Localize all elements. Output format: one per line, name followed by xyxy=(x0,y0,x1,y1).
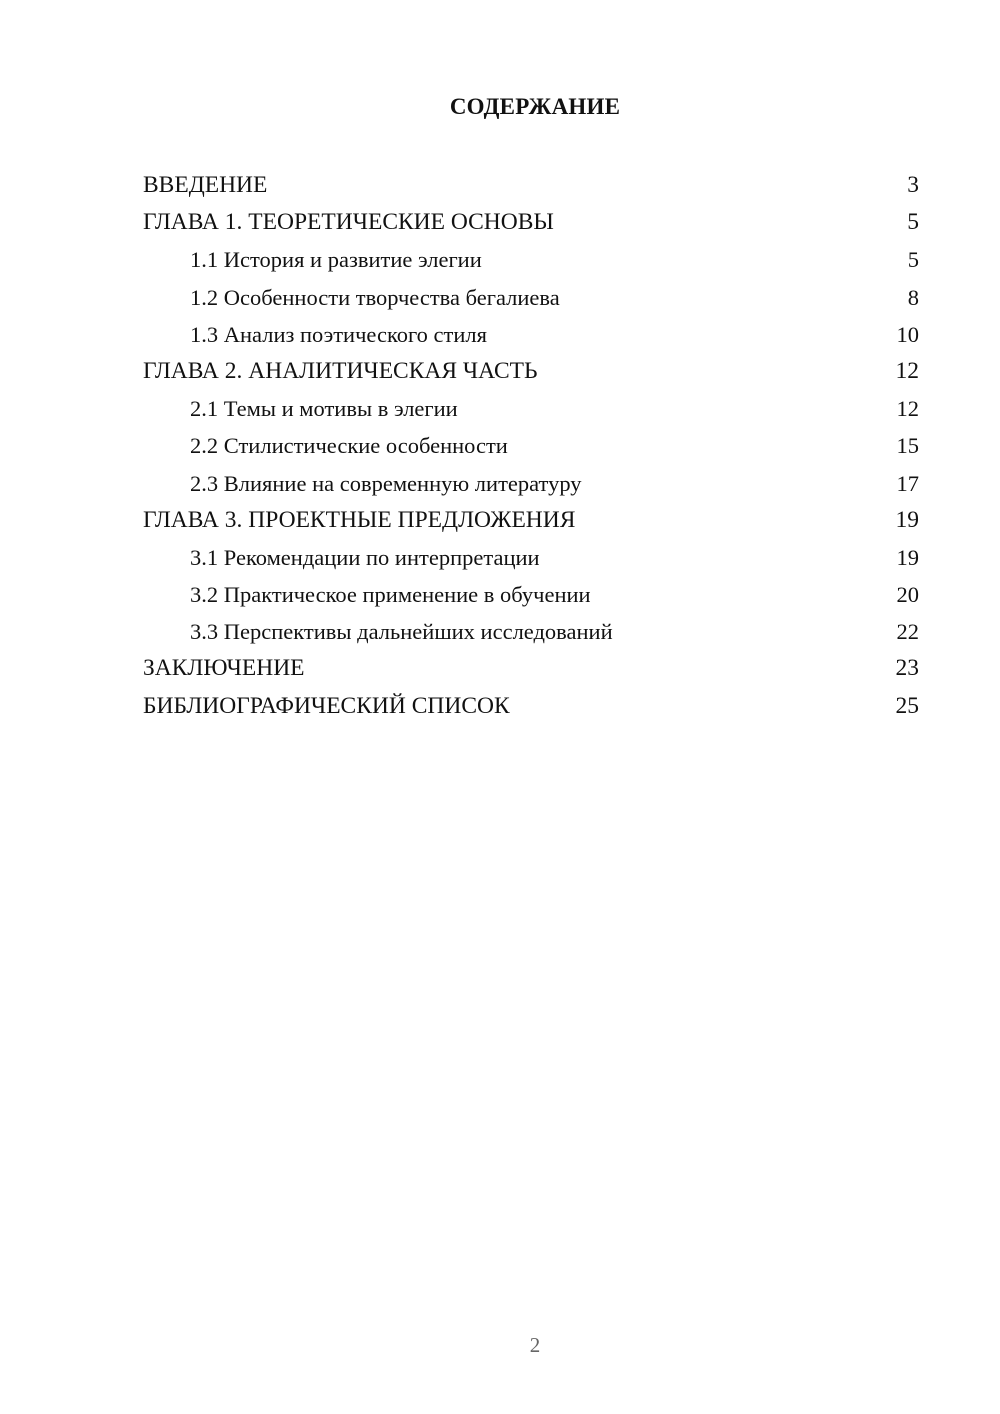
toc-entry-bibliography xyxy=(143,688,919,725)
toc-entry-page: 20 xyxy=(896,582,919,608)
toc-entry-page: 12 xyxy=(895,357,919,384)
toc-entry-page: 5 xyxy=(907,247,919,273)
toc-entry-title: 1.2 Особенности творчества бегалиева xyxy=(190,284,560,310)
toc-entry-section-1-1 xyxy=(143,241,919,278)
toc-entry-chapter-1 xyxy=(143,204,919,241)
toc-entry-section-2-2 xyxy=(143,427,919,464)
toc-entry-chapter-2 xyxy=(143,353,919,390)
toc-entry-introduction xyxy=(143,167,919,204)
toc-entry-title: ГЛАВА 1. ТЕОРЕТИЧЕСКИЕ ОСНОВЫ xyxy=(143,209,554,236)
toc-entry-title: 1.3 Анализ поэтического стиля xyxy=(190,321,487,347)
toc-entry-title: ГЛАВА 3. ПРОЕКТНЫЕ ПРЕДЛОЖЕНИЯ xyxy=(143,506,576,533)
toc-entry-title: 3.2 Практическое применение в обучении xyxy=(190,582,591,608)
toc-entry-title: 2.3 Влияние на современную литературу xyxy=(190,470,582,496)
toc-entry-title: 2.2 Стилистические особенности xyxy=(190,433,508,459)
toc-entry-page: 10 xyxy=(896,321,919,347)
toc-entry-title: БИБЛИОГРАФИЧЕСКИЙ СПИСОК xyxy=(143,692,510,719)
toc-entry-title: 3.3 Перспективы дальнейших исследований xyxy=(190,619,613,645)
toc-entry-section-3-1 xyxy=(143,539,919,576)
toc-entry-section-3-3 xyxy=(143,613,919,650)
toc-entry-title: ГЛАВА 2. АНАЛИТИЧЕСКАЯ ЧАСТЬ xyxy=(143,357,538,384)
toc-entry-section-2-1 xyxy=(143,390,919,427)
table-of-contents xyxy=(143,167,919,725)
toc-entry-section-1-3 xyxy=(143,316,919,353)
toc-entry-title: 2.1 Темы и мотивы в элегии xyxy=(190,396,458,422)
toc-entry-section-2-3 xyxy=(143,465,919,502)
toc-entry-page: 17 xyxy=(896,470,919,496)
toc-entry-page: 22 xyxy=(896,619,919,645)
toc-entry-title: 1.1 История и развитие элегии xyxy=(190,247,482,273)
toc-entry-page: 19 xyxy=(895,506,919,533)
toc-entry-page: 12 xyxy=(896,396,919,422)
toc-entry-page: 5 xyxy=(907,209,919,236)
toc-entry-title: 3.1 Рекомендации по интерпретации xyxy=(190,544,540,570)
toc-entry-section-1-2 xyxy=(143,279,919,316)
toc-entry-conclusion xyxy=(143,650,919,687)
toc-entry-page: 19 xyxy=(896,544,919,570)
toc-entry-page: 8 xyxy=(907,284,919,310)
page-number: 2 xyxy=(529,1333,541,1357)
toc-entry-page: 3 xyxy=(907,172,919,198)
toc-entry-page: 23 xyxy=(895,655,919,682)
page-title: СОДЕРЖАНИЕ xyxy=(449,94,621,119)
toc-entry-title: ВВЕДЕНИЕ xyxy=(143,172,268,198)
toc-entry-chapter-3 xyxy=(143,502,919,539)
toc-entry-page: 15 xyxy=(896,433,919,459)
toc-entry-section-3-2 xyxy=(143,576,919,613)
toc-entry-title: ЗАКЛЮЧЕНИЕ xyxy=(143,655,305,682)
toc-entry-page: 25 xyxy=(895,692,919,719)
